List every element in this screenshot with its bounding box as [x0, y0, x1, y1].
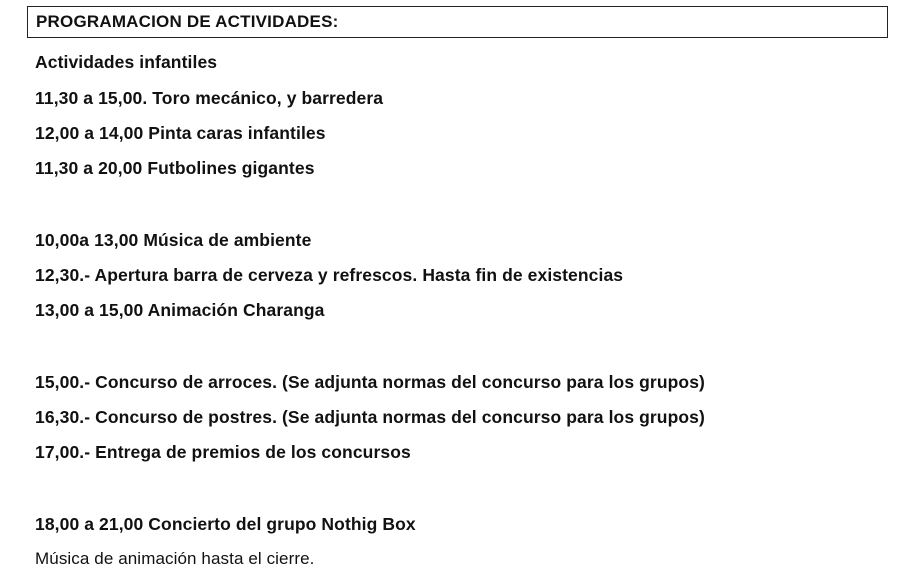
- schedule-line: 13,00 a 15,00 Animación Charanga: [35, 300, 325, 320]
- schedule-line: 11,30 a 20,00 Futbolines gigantes: [35, 158, 315, 178]
- page-title: PROGRAMACION DE ACTIVIDADES:: [36, 12, 339, 31]
- schedule-line: 16,30.- Concurso de postres. (Se adjunta normas del concurso para los grupos): [35, 407, 705, 427]
- schedule-line: 15,00.- Concurso de arroces. (Se adjunta normas del concurso para los grupos): [35, 372, 705, 392]
- schedule-line: 11,30 a 15,00. Toro mecánico, y barredera: [35, 88, 384, 108]
- schedule-line: 12,30.- Apertura barra de cerveza y refrescos. Hasta fin de existencias: [35, 265, 624, 285]
- schedule-line: 12,00 a 14,00 Pinta caras infantiles: [35, 123, 326, 143]
- section-heading-children-activities: Actividades infantiles: [35, 52, 218, 72]
- closing-note: Música de animación hasta el cierre.: [35, 549, 315, 568]
- schedule-line: 18,00 a 21,00 Concierto del grupo Nothig Box: [35, 514, 416, 534]
- schedule-line: 10,00a 13,00 Música de ambiente: [35, 230, 312, 250]
- title-box: [27, 6, 888, 38]
- schedule-line: 17,00.- Entrega de premios de los concursos: [35, 442, 411, 462]
